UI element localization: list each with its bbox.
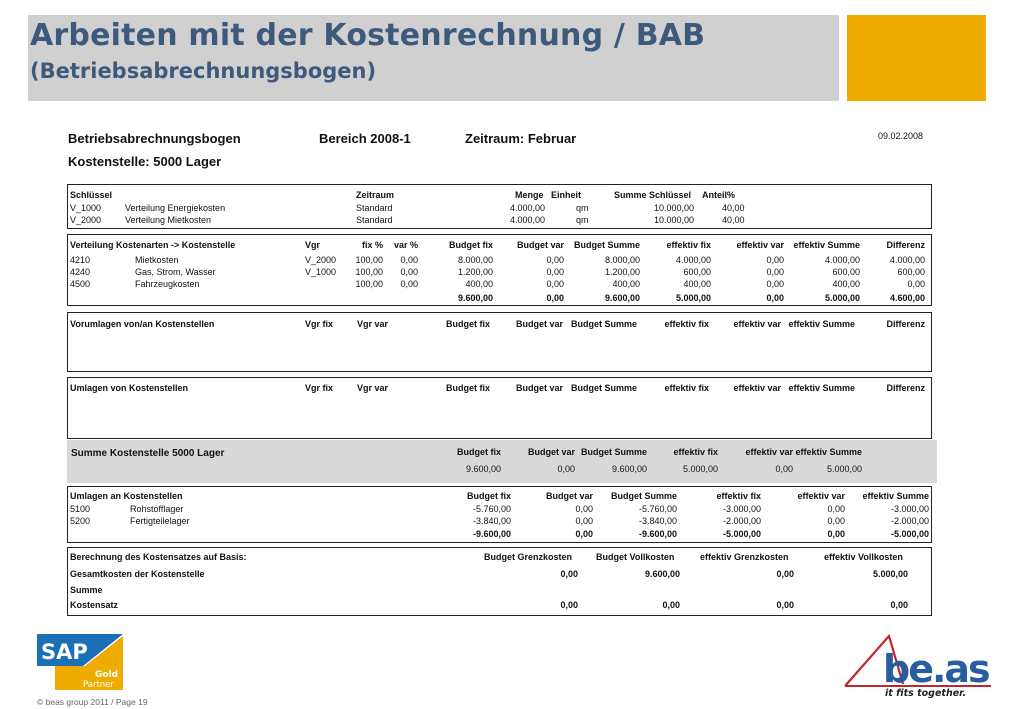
summe-value: 0,00 [557,464,575,474]
table-cell: 0,00 [575,504,593,514]
report-date: 09.02.2008 [878,131,924,141]
table-cell: 0,00 [560,569,578,579]
table-cell: 600,00 [832,267,860,277]
col-header: effektiv fix [716,491,761,501]
table-cell: Fertigteilelager [130,516,190,526]
summe-value: 9.600,00 [611,464,647,474]
table-cell: 5100 [70,504,91,514]
table-cell: Summe [70,585,103,595]
col-header: Budget var [516,240,564,250]
table-cell: V_2000 [305,255,337,265]
table-cell: 600,00 [897,267,925,277]
table-cell: 400,00 [612,279,640,289]
col-header: Budget fix [457,447,501,457]
table-cell: 0,00 [575,516,593,526]
table-cell: 4.000,00 [509,215,545,225]
table-cell: Standard [356,203,393,213]
total-cell: 9.600,00 [604,293,640,303]
report-kostenstelle: Kostenstelle: 5000 Lager [68,154,222,169]
col-header: Budget Vollkosten [596,552,675,562]
table-cell: 4.000,00 [675,255,711,265]
table-cell: 100,00 [355,267,383,277]
table-cell: V_1000 [305,267,337,277]
col-header: Budget Summe [573,240,640,250]
col-header: Summe Schlüssel [614,190,692,200]
table-cell: 0,00 [400,279,418,289]
total-cell: 0,00 [766,293,784,303]
col-header: Menge [515,190,544,200]
summe-label: Summe Kostenstelle 5000 Lager [71,448,225,459]
berechnung-section [67,547,932,616]
summe-value: 5.000,00 [826,464,862,474]
table-cell: 0,00 [766,255,784,265]
sap-gold-partner-logo [37,634,123,690]
schluessel-section [67,184,932,229]
table-cell: Gesamtkosten der Kostenstelle [70,569,205,579]
table-cell: 400,00 [465,279,493,289]
col-header: Budget Summe [610,491,677,501]
table-cell: qm [576,203,589,213]
table-cell: -3.000,00 [890,504,929,514]
table-cell: 0,00 [662,600,680,610]
col-header: Differenz [886,383,925,393]
table-cell: 40,00 [722,203,745,213]
table-cell: Rohstofflager [130,504,184,514]
total-cell: 5.000,00 [824,293,860,303]
col-header: effektiv Summe [795,447,862,457]
col-header: effektiv fix [664,319,709,329]
col-header: Verteilung Kostenarten -> Kostenstelle [70,240,236,250]
col-header: Budget Summe [570,383,637,393]
verteilung-section [67,234,932,306]
report-zeitraum: Zeitraum: Februar [465,131,577,146]
table-cell: 0,00 [776,569,794,579]
table-cell: 0,00 [400,267,418,277]
col-header: Budget var [515,383,563,393]
col-header: effektiv Summe [788,319,855,329]
col-header: effektiv fix [664,383,709,393]
col-header: Berechnung des Kostensatzes auf Basis: [70,552,247,562]
table-cell: -3.840,00 [638,516,677,526]
col-header: Umlagen an Kostenstellen [70,491,183,501]
col-header: Budget Summe [580,447,647,457]
summe-value: 0,00 [775,464,793,474]
col-header: effektiv var [797,491,845,501]
beas-logo-text: be.as [883,647,989,691]
table-cell: Mietkosten [135,255,179,265]
table-cell: 0,00 [546,267,564,277]
table-cell: 4500 [70,279,91,289]
table-cell: 4.000,00 [509,203,545,213]
col-header: effektiv fix [673,447,718,457]
total-cell: 5.000,00 [675,293,711,303]
total-cell: 4.600,00 [889,293,925,303]
table-cell: 4210 [70,255,91,265]
slide-title: Arbeiten mit der Kostenrechnung / BAB [30,18,706,53]
total-cell: -5.000,00 [722,529,761,539]
summe-value: 5.000,00 [682,464,718,474]
table-cell: Gas, Strom, Wasser [135,267,216,277]
col-header: Budget fix [449,240,493,250]
beas-logo [843,632,993,698]
beas-tagline: it fits together. [885,688,967,698]
total-cell: 9.600,00 [457,293,493,303]
col-header: Vgr fix [305,319,334,329]
total-cell: 0,00 [827,529,845,539]
table-cell: 10.000,00 [653,215,694,225]
table-cell: 0,00 [827,504,845,514]
col-header: Umlagen von Kostenstellen [70,383,189,393]
total-cell: -9.600,00 [638,529,677,539]
report-bereich: Bereich 2008-1 [319,131,411,146]
col-header: effektiv Summe [788,383,855,393]
umlagen-an-section [67,486,932,543]
vorumlagen-section [67,312,932,372]
table-cell: 0,00 [560,600,578,610]
table-cell: Verteilung Energiekosten [125,203,226,213]
col-header: Vgr var [357,383,389,393]
total-cell: -9.600,00 [472,529,511,539]
summe-value: 9.600,00 [465,464,501,474]
col-header: Differenz [886,240,925,250]
slide-subtitle: (Betriebsabrechnungsbogen) [30,59,377,83]
table-cell: 0,00 [907,279,925,289]
table-cell: V_2000 [70,215,102,225]
table-cell: 0,00 [766,267,784,277]
table-cell: 0,00 [546,255,564,265]
col-header: Budget fix [467,491,511,501]
col-header: var % [393,240,418,250]
col-header: Budget Summe [570,319,637,329]
table-cell: 0,00 [776,600,794,610]
col-header: effektiv fix [666,240,711,250]
col-header: effektiv Grenzkosten [700,552,789,562]
report-name: Betriebsabrechnungsbogen [68,131,241,146]
total-cell: -5.000,00 [890,529,929,539]
table-cell: 9.600,00 [644,569,680,579]
col-header: Anteil% [702,190,736,200]
col-header: effektiv var [733,383,781,393]
accent-block [847,15,986,101]
table-cell: 100,00 [355,279,383,289]
table-cell: 0,00 [890,600,908,610]
sap-logo-text: SAP [41,640,88,664]
col-header: Budget fix [446,319,490,329]
table-cell: 10.000,00 [653,203,694,213]
table-cell: 4.000,00 [824,255,860,265]
col-header: Zeitraum [356,190,395,200]
table-cell: -3.840,00 [472,516,511,526]
table-cell: Verteilung Mietkosten [125,215,212,225]
col-header: Einheit [551,190,582,200]
col-header: effektiv var [736,240,784,250]
table-cell: -2.000,00 [722,516,761,526]
sap-partner-text: Partner [83,680,114,690]
col-header: Budget var [545,491,593,501]
table-cell: -3.000,00 [722,504,761,514]
table-cell: 4.000,00 [889,255,925,265]
table-cell: Fahrzeugkosten [135,279,200,289]
table-cell: 1.200,00 [457,267,493,277]
table-cell: -5.760,00 [472,504,511,514]
col-header: Vgr var [357,319,389,329]
table-cell: 600,00 [683,267,711,277]
col-header: Budget var [527,447,575,457]
col-header: effektiv var [733,319,781,329]
table-cell: 0,00 [400,255,418,265]
col-header: Vgr [305,240,321,250]
col-header: effektiv Vollkosten [824,552,903,562]
table-cell: 0,00 [546,279,564,289]
col-header: effektiv Summe [862,491,929,501]
table-cell: 100,00 [355,255,383,265]
table-cell: 40,00 [722,215,745,225]
total-cell: 0,00 [575,529,593,539]
table-cell: 8.000,00 [604,255,640,265]
copyright-footer: © beas group 2011 / Page 19 [37,697,148,707]
table-cell: qm [576,215,589,225]
sap-gold-text: Gold [95,670,119,680]
col-header: effektiv Summe [793,240,860,250]
table-cell: -2.000,00 [890,516,929,526]
table-cell: -5.760,00 [638,504,677,514]
table-cell: Standard [356,215,393,225]
table-cell: 0,00 [766,279,784,289]
table-cell: 5.000,00 [872,569,908,579]
total-cell: 0,00 [546,293,564,303]
table-cell: 1.200,00 [604,267,640,277]
summe-section [67,440,937,483]
table-cell: Kostensatz [70,600,119,610]
col-header: effektiv var [745,447,793,457]
col-header: Vorumlagen von/an Kostenstellen [70,319,215,329]
col-header: Budget var [515,319,563,329]
table-cell: 0,00 [827,516,845,526]
col-header: fix % [361,240,383,250]
col-header: Vgr fix [305,383,334,393]
table-cell: V_1000 [70,203,102,213]
table-cell: 4240 [70,267,91,277]
table-cell: 400,00 [683,279,711,289]
table-cell: 5200 [70,516,91,526]
col-header: Differenz [886,319,925,329]
col-header: Budget Grenzkosten [484,552,573,562]
table-cell: 400,00 [832,279,860,289]
table-cell: 8.000,00 [457,255,493,265]
umlagen-von-section [67,377,932,439]
col-header: Budget fix [446,383,490,393]
col-header: Schlüssel [70,190,113,200]
